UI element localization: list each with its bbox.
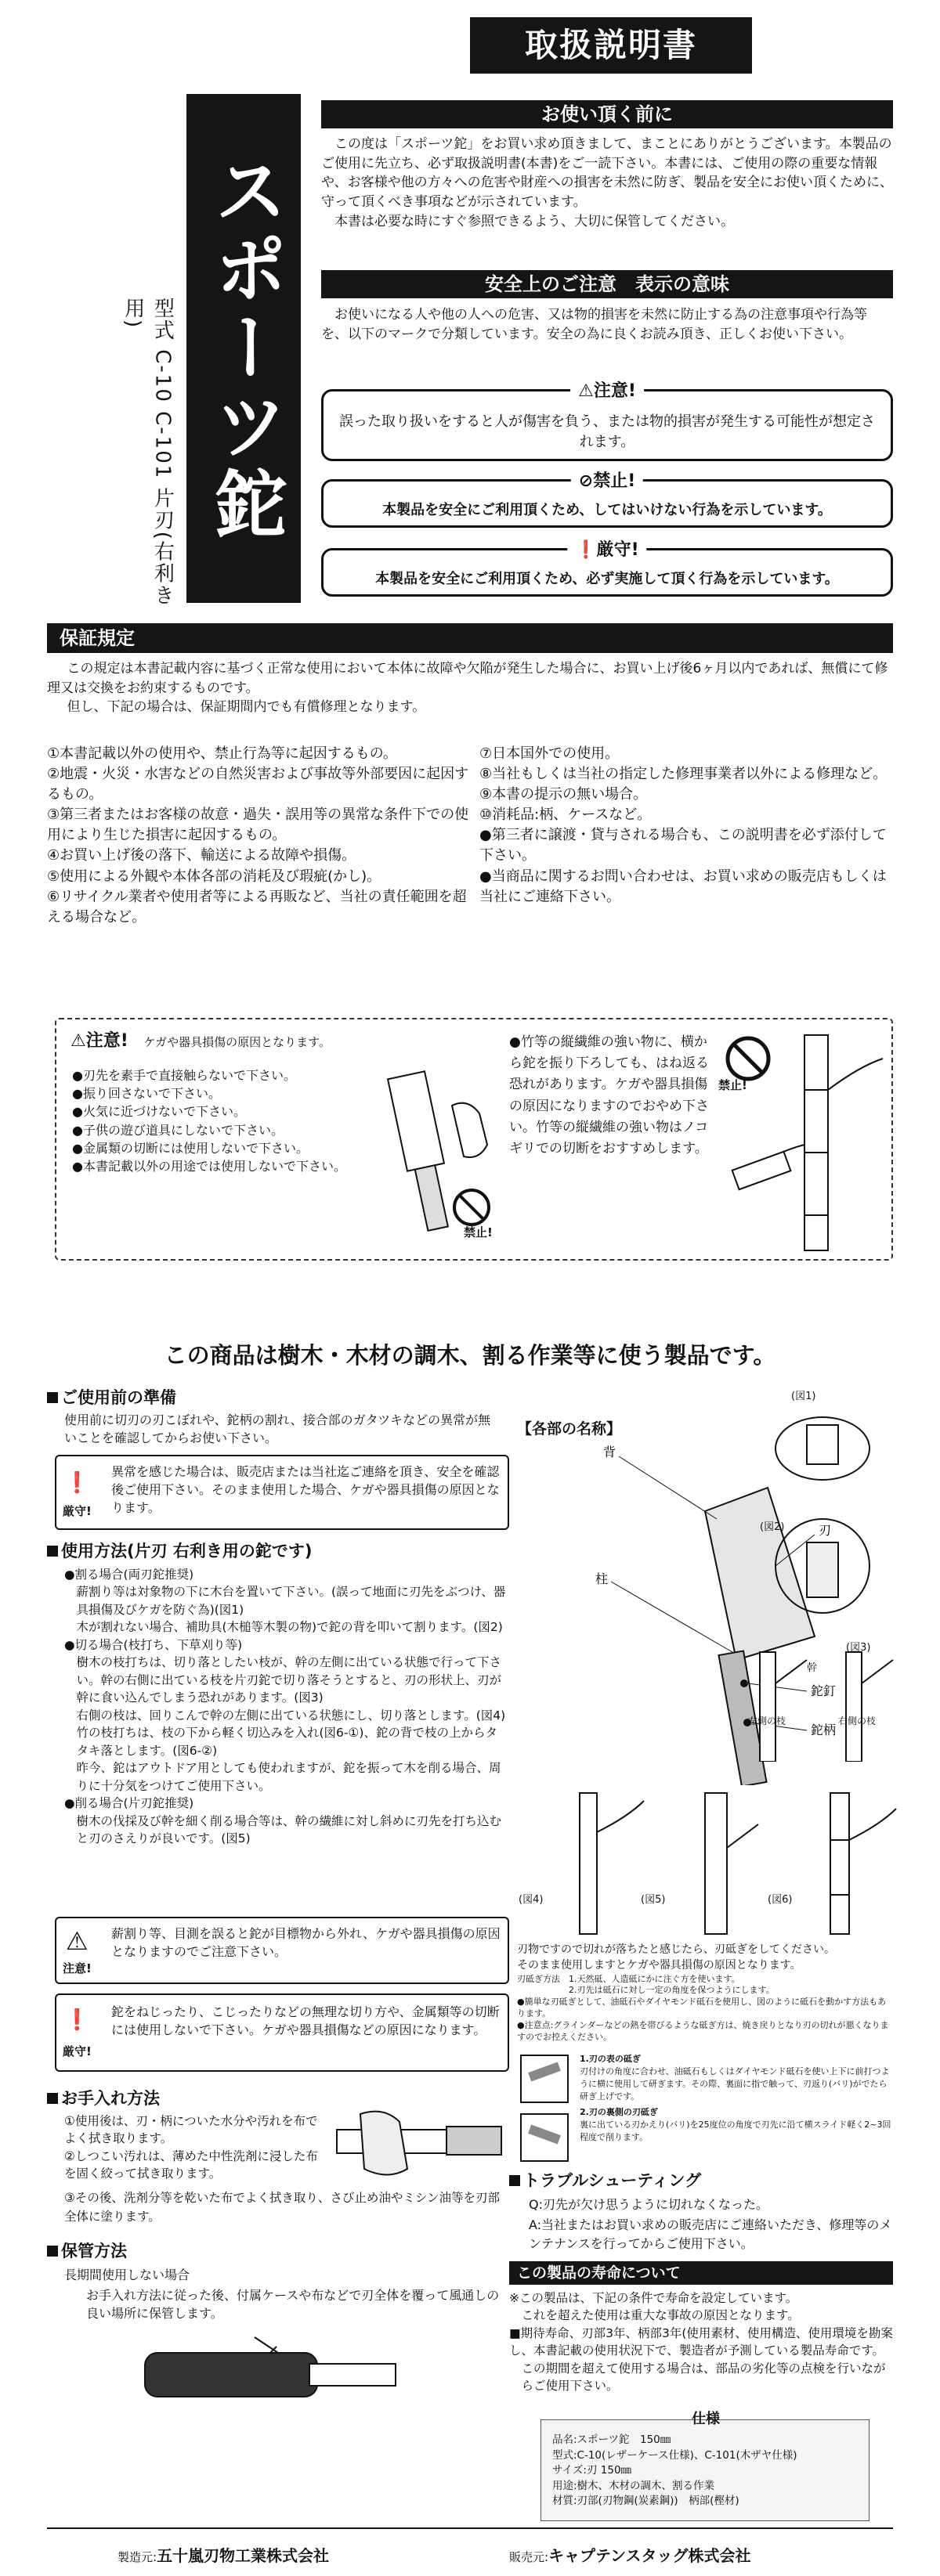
prohibit-legend-box: [321, 471, 893, 528]
label-rivet: 鉈釘: [811, 1683, 837, 1698]
life-p3: ■期待寿命、刃部3年、柄部3年(使用素材、使用構造、使用環境を勘案し、本書記載の使用状況下で、製造者が予測している製品寿命です。: [509, 2325, 893, 2358]
warranty-right-list: [479, 744, 893, 907]
warranty-item: ⑨本書の提示の無い場合。: [479, 786, 648, 803]
bamboo-warning: ●竹等の縦繊維の強い物に、横から鉈を振り下ろしても、はね返る恐れがあります。ケガや器具損傷の原因になりますのでおやめ下さい。竹等の縦繊維の強い物はノコギリでの切断をおすすめします。: [509, 1034, 709, 1156]
usage-line: 木が割れない場合、補助具(木槌等木製の物)で鉈の背を叩いて割ります。(図2): [76, 1620, 503, 1635]
warranty-item: ①本書記載以外の使用や、禁止行為等に起因するもの。: [47, 745, 398, 762]
spec-box: [540, 2411, 870, 2521]
sharpening-illustration: [517, 2051, 572, 2169]
safety-heading: 安全上のご注意 表示の意味: [321, 270, 893, 298]
prep-text: 使用前に切刃の刃こぼれや、鉈柄の割れ、接合部のガタツキなどの異常が無いことを確認してからお使い下さい。: [64, 1412, 491, 1446]
trouble-heading: トラブルシューティング: [509, 2169, 701, 2192]
hand-touch-illustration: [374, 1051, 499, 1254]
warranty-item: ⑥リサイクル業者や使用者等による再販など、当社の責任範囲を超える場合など。: [47, 888, 467, 925]
sharpen-steps: [580, 2053, 893, 2144]
before-use-p2: 本書は必要な時にすぐ参照できるよう、大切に保管してください。: [334, 213, 734, 229]
model-label: 型式 C-10 C-101 片刃(右利き用): [121, 298, 175, 607]
warranty-left-list: [47, 744, 470, 928]
warranty-p2: 但し、下記の場合は、保証期間内でも有償修理となります。: [67, 699, 426, 716]
prohibit-tag: ⊘禁止!: [571, 469, 643, 494]
care-item-3: ③その後、洗剤分等を乾いた布でよく拭き取り、さび止め油やミシン油等を刃部全体に塗ります。: [64, 2191, 501, 2224]
label-back: 背: [603, 1445, 616, 1459]
fig1-label: (図1): [791, 1391, 816, 1402]
usage-line: 右側の枝は、回りこんで幹の左側に出ている状態にし、切り落とします。(図4): [76, 1708, 506, 1723]
storage-text: お手入れ方法に従った後、付属ケースや布などで刃全体を覆って風通しの良い場所に保管します。: [86, 2288, 500, 2322]
sharpen-small: ●簡単な刃砥ぎとして、油砥石やダイヤモンド砥石を使用し、図のように砥石を動かす方法もあります。: [517, 1997, 887, 2019]
prep-heading: ご使用前の準備: [47, 1386, 176, 1409]
caution-triangle-icon: ⚠: [578, 381, 594, 401]
usage-must-box: [55, 1993, 509, 2072]
caution-item: ●振り回さないで下さい。: [72, 1086, 221, 1102]
caution-tag: ⚠注意!: [570, 379, 644, 404]
caution-item: ●子供の遊び道具にしないで下さい。: [72, 1122, 284, 1138]
storage-sub: 長期間使用しない場合: [64, 2268, 190, 2282]
warranty-item: ●当商品に関するお問い合わせは、お買い求めの販売店もしくは当社にご連絡下さい。: [479, 868, 887, 905]
before-use-p1: この度は「スポーツ鉈」をお買い求め頂きまして、まことにありがとうございます。本製品のご使用に先立ち、必ず取扱説明書(本書)をご一読下さい。本書には、ご使用の際の重要な情報や、お客様や他の方々への危害や財産への損害を未然に防ぎ、製品を安全にお使い頂くために、守って頂くべき事項などが示されています。: [321, 136, 893, 210]
fig4-label: (図4): [519, 1894, 544, 1906]
figure-1-2-3: [744, 1386, 901, 1762]
label-handle: 鉈柄: [811, 1723, 837, 1737]
sharpen-item1: 刃付けの角度に合わせ、油砥石もしくはダイヤモンド砥石を使い上下に前打つように横に使用して研ぎます。その際、裏面に指で触って、刃返り(バリ)がでたら研ぎ上げです。: [580, 2065, 890, 2102]
product-name-vertical: [186, 94, 301, 603]
footer-maker: 製造元:五十嵐刃物工業株式会社: [118, 2546, 330, 2565]
footer-seller: 販売元:キャプテンスタッグ株式会社: [509, 2546, 751, 2565]
care-item: ①使用後は、刃・柄についた水分や汚れを布でよく拭き取ります。: [64, 2114, 318, 2146]
trouble-q: Q:刃先が欠け思うように切れなくなった。: [529, 2197, 768, 2212]
caution-legend-box: [321, 381, 893, 461]
warranty-item: ●第三者に譲渡・貸与される場合も、この説明書を必ず添付して下さい。: [479, 827, 887, 864]
prohibit-icon: ⊘: [578, 471, 594, 491]
sharpen-p2: そのまま使用しますとケガや器具損傷の原因となります。: [517, 1959, 801, 1972]
parts-heading: 【各部の名称】: [517, 1420, 622, 1438]
caution-item: ●本書記載以外の用途では使用しないで下さい。: [72, 1158, 346, 1174]
life-heading-bar: [509, 2261, 893, 2285]
must-exclamation-icon: ❗: [64, 1471, 90, 1495]
wiping-cloth-illustration: [329, 2098, 509, 2185]
spec-rows: [552, 2433, 866, 2509]
must-label: 厳守!: [63, 1504, 92, 1518]
safety-text: お使いになる人や他の人への危害、又は物的損害を未然に防止する為の注意事項や行為等を、以下のマークで分類しています。安全の為に良くお読み頂き、正しくお使い下さい。: [321, 307, 867, 342]
caution-item: ●刃先を素手で直接触らないで下さい。: [72, 1068, 296, 1083]
usage-line: 竹の枝打ちは、枝の下から軽く切込みを入れ(図6-①)、鉈の背で枝の上からタタキ落とします。(図6-②): [76, 1726, 497, 1758]
prohibit-label-2: 禁止!: [718, 1078, 747, 1092]
sharpen-p1: 刃物ですので切れが落ちたと感じたら、刃砥ぎをしてください。: [517, 1943, 835, 1956]
fig5-label: (図5): [641, 1894, 666, 1906]
spec-row: 品名:スポーツ鉈 150㎜: [552, 2433, 671, 2446]
caution-triangle-icon: ⚠: [70, 1031, 86, 1051]
life-text: [509, 2289, 893, 2395]
trunk-label: 幹: [807, 1662, 818, 1674]
must-label: 厳守!: [63, 2044, 92, 2058]
sharpen-small: 刃砥ぎ方法 1.天然砥、人造砥にかに注ぐ方を使います。: [517, 1973, 740, 1984]
usage-line: 薪割り等は対象物の下に木台を置いて下さい。(誤って地面に刃先をぶつけ、器具損傷及びケガを防ぐ為)(図1): [76, 1585, 506, 1617]
usage-caution-box: [55, 1917, 509, 1984]
left-branch-label: 左側の枝: [748, 1716, 786, 1726]
life-p2: これを超えた使用は重大な事故の原因となります。: [521, 2308, 800, 2323]
must-exclamation-icon: ❗: [575, 540, 597, 560]
care-list: [64, 2112, 323, 2183]
caution-box-sub: ケガや器具損傷の原因となります。: [143, 1035, 331, 1049]
must-tag: ❗厳守!: [567, 538, 646, 563]
warranty-p1: この規定は本書記載内容に基づく正常な使用において本体に故障や欠陥が発生した場合に、お買い上げ後6ヶ月以内であれば、無償にて修理又は交換をお約束するものです。: [47, 661, 888, 696]
right-branch-label: 右側の枝: [838, 1716, 877, 1726]
warranty-item: ④お買い上げ後の落下、輸送による故障や損傷。: [47, 847, 356, 864]
must-legend-text: 本製品を安全にご利用頂くため、必ず実施して頂く行為を示しています。: [375, 571, 839, 587]
usage-caution-text: 薪割り等、目測を誤ると鉈が目標物から外れ、ケガや器具損傷の原因となりますのでご注意下さい。: [111, 1926, 501, 1960]
warranty-intro: [47, 659, 893, 717]
manual-title: 取扱説明書: [470, 17, 752, 74]
label-blade: 刃: [819, 1523, 832, 1538]
spec-row: 型式:C-10(レザーケース仕様)、C-101(木ザヤ仕様): [552, 2448, 797, 2462]
warranty-heading: 保証規定: [60, 627, 135, 649]
usage-line: ●割る場合(両刃鉈推奨): [64, 1568, 194, 1582]
caution-legend-text: 誤った取り扱いをすると人が傷害を負う、または物的損害が発生する可能性が想定されます。: [339, 413, 875, 451]
product-name: スポーツ鉈: [201, 153, 287, 544]
caution-box: [55, 1018, 893, 1261]
spec-row: サイズ:刃 150㎜: [552, 2464, 632, 2477]
knife-in-case-illustration: [137, 2329, 403, 2415]
fig2-label: (図2): [760, 1521, 785, 1533]
sharpen-small: ●注意点:グラインダーなどの熱を帯びるような砥ぎ方は、焼き戻りとなり刃の切れが悪くなりますのでお控えください。: [517, 2019, 889, 2042]
product-purpose-headline: この商品は樹木・木材の調木、割る作業等に使う製品です。: [164, 1342, 776, 1369]
usage-line: 昨今、鉈はアウトドア用としても使われますが、鉈を振って木を削る場合、周りに十分気をつけてご使用下さい。: [76, 1761, 501, 1793]
must-exclamation-icon: ❗: [64, 2008, 90, 2032]
usage-line: ●削る場合(片刃鉈推奨): [64, 1796, 194, 1811]
life-heading: この製品の寿命について: [517, 2264, 681, 2282]
sharpen-item2-title: 2.刃の裏側の刃砥ぎ: [580, 2106, 658, 2117]
care-heading: お手入れ方法: [47, 2087, 160, 2110]
usage-line: 樹木の枝打ちは、切り落としたい枝が、幹の左側に出ている状態で行って下さい。幹の右側に出ている枝を片刃鉈で切り落そうとすると、刃の形状上、刃が幹に食い込んでしまう恐れがあります。(図3): [76, 1655, 502, 1705]
spec-row: 材質:刃部(刃物鋼(炭素鋼)) 柄部(樫材): [552, 2495, 739, 2508]
usage-line: ●切る場合(枝打ち、下草刈り等): [64, 1637, 243, 1652]
spec-row: 用途:樹木、木材の調木、割る作業: [552, 2479, 715, 2492]
life-p1: ※この製品は、下記の条件で寿命を設定しています。: [509, 2291, 798, 2305]
care-item: ②しつこい汚れは、薄めた中性洗剤に浸した布を固く絞って拭き取ります。: [64, 2148, 318, 2181]
figure-4-5-6: [517, 1785, 901, 1942]
usage-heading: 使用方法(片刃 右利き用の鉈です): [47, 1539, 313, 1563]
label-tang: 柱: [595, 1571, 609, 1586]
warranty-item: ⑦日本国外での使用。: [479, 745, 620, 762]
prep-must-box: [55, 1455, 509, 1530]
sharpen-item1-title: 1.刃の表の砥ぎ: [580, 2054, 641, 2064]
warranty-heading-bar: [47, 623, 893, 653]
storage-heading: 保管方法: [47, 2239, 127, 2263]
prep-box-text: 異常を感じた場合は、販売店または当社迄ご連絡を頂き、安全を確認後ご使用下さい。そのまま使用した場合、ケガや器具損傷の原因となります。: [111, 1464, 500, 1516]
must-legend-box: [321, 540, 893, 597]
sharpen-small: 2.刃先は砥石に対し一定の角度を保つようにします。: [569, 1985, 775, 1996]
usage-line: 樹木の伐採及び幹を細く削る場合等は、幹の繊維に対し斜めに刃先を打ち込むと刃のさえりが良いです。(図5): [76, 1813, 502, 1846]
trouble-a: A:当社またはお買い求めの販売店にご連絡いただき、修理等のメンテナンスを行ってからご使用下さい。: [529, 2217, 892, 2251]
footer-rule: [47, 2527, 893, 2529]
caution-box-header: ⚠注意! ケガや器具損傷の原因となります。: [70, 1031, 331, 1051]
prohibit-label-1: 禁止!: [464, 1225, 493, 1239]
sharpen-item2: 裏に出ている刃かえり(バリ)を25度位の角度で刃先に沿て横スライド軽く2~3回程度で削ります。: [580, 2119, 891, 2142]
usage-lines: [64, 1566, 509, 1848]
caution-label: 注意!: [63, 1961, 92, 1975]
warranty-item: ⑤使用による外観や本体各部の消耗及び瑕疵(かし)。: [47, 868, 381, 885]
sharpen-section: [517, 1942, 893, 2044]
warranty-item: ③第三者またはお客様の故意・過失・誤用等の異常な条件下での使用により生じた損害に起因するもの。: [47, 806, 469, 844]
warranty-item: ②地震・火災・水害などの自然災害および事故等外部要因に起因するもの。: [47, 766, 469, 803]
spec-heading: 仕様: [692, 2411, 720, 2427]
caution-triangle-icon: ⚠: [66, 1926, 89, 1956]
before-use-heading: お使い頂く前に: [321, 100, 893, 128]
fig6-label: (図6): [768, 1894, 793, 1906]
usage-must-text: 鉈をねじったり、こじったりなどの無理な切り方や、金属類等の切断には使用しないで下さい。ケガや器具損傷などの原因になります。: [111, 2004, 500, 2038]
fig3-label: (図3): [846, 1642, 871, 1654]
caution-item: ●火気に近づけないで下さい。: [72, 1104, 246, 1120]
warranty-item: ⑩消耗品:柄、ケースなど。: [479, 806, 652, 824]
warranty-item: ⑧当社もしくは当社の指定した修理事業者以外による修理など。: [479, 766, 888, 783]
life-p4: この期間を超えて使用する場合は、部品の劣化等の点検を行いながらご使用下さい。: [521, 2361, 886, 2394]
before-use-text: [321, 135, 893, 231]
prohibit-legend-text: 本製品を安全にご利用頂くため、してはいけない行為を示しています。: [382, 502, 832, 518]
model-vertical: [118, 298, 176, 626]
bamboo-illustration: [718, 1027, 887, 1254]
caution-box-list: [72, 1066, 370, 1175]
caution-item: ●金属類の切断には使用しないで下さい。: [72, 1140, 309, 1156]
